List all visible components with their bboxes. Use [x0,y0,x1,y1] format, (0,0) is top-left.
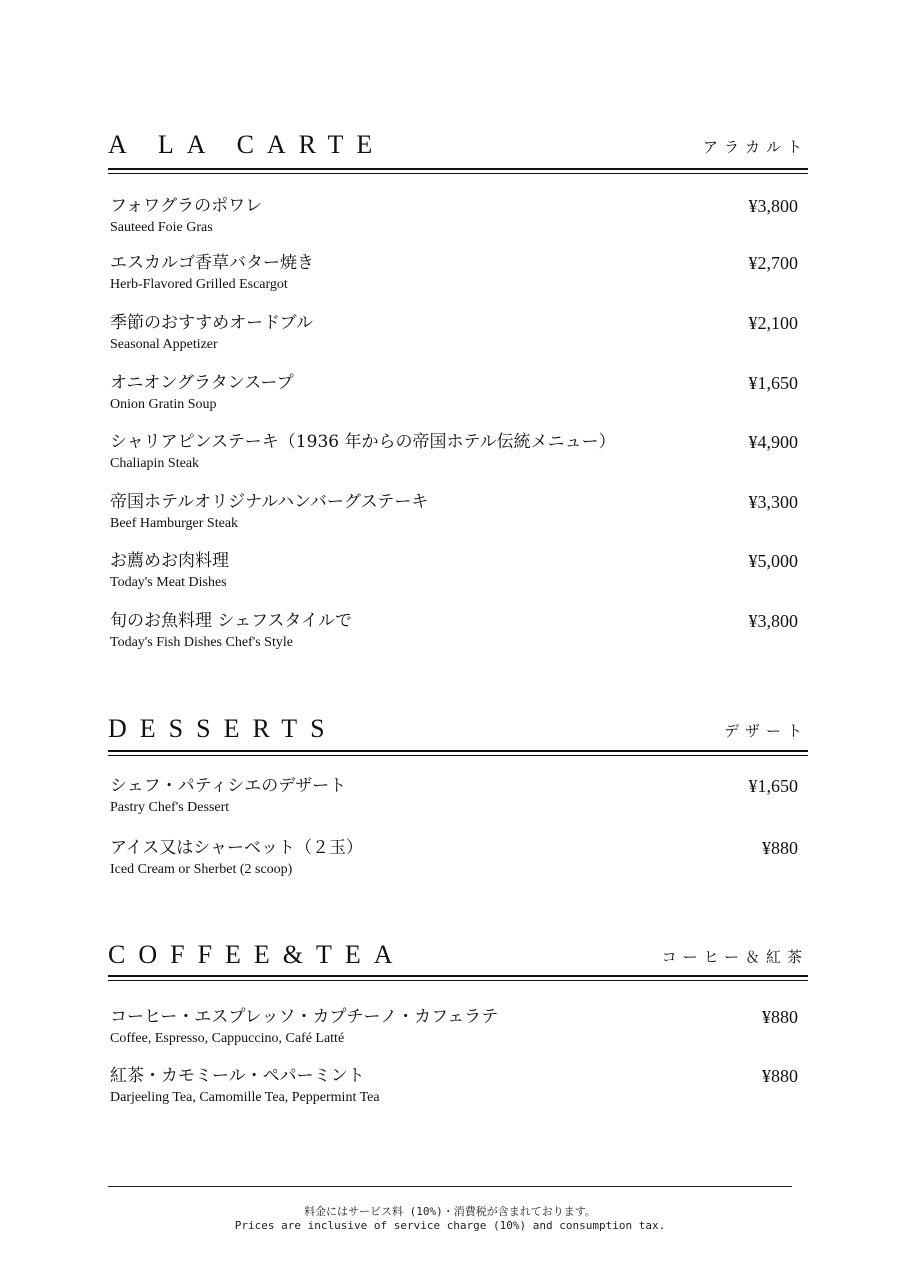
section-title: COFFEE&TEA [108,940,406,969]
section-title: DESSERTS [108,714,338,743]
menu-item-onion-soup [110,373,798,423]
item-price: ¥880 [762,1007,798,1027]
item-name-jp: コーヒー・エスプレッソ・カプチーノ・カフェラテ [110,1007,499,1027]
item-price: ¥880 [762,1066,798,1086]
section-title-jp: アラカルト [702,138,808,156]
item-name-jp: 帝国ホテルオリジナルハンバーグステーキ [110,492,429,512]
menu-item-escargot [110,253,798,303]
section-header [108,714,808,754]
item-price: ¥2,700 [748,253,798,273]
item-name-jp: お薦めお肉料理 [110,551,229,571]
section-title-jp: デザート [723,722,808,740]
item-name-jp: エスカルゴ香草バター焼き [110,253,314,273]
menu-item-tea [110,1066,798,1116]
item-name-en: Darjeeling Tea, Camomille Tea, Peppermint Tea [110,1090,380,1105]
item-name-jp: シェフ・パティシエのデザート [110,776,347,796]
item-name-en: Pastry Chef's Dessert [110,800,230,815]
section-divider [108,168,808,174]
section-a-la-carte [108,130,808,650]
item-price: ¥3,800 [748,196,798,216]
item-price: ¥3,300 [748,492,798,512]
footer-divider [108,1186,792,1187]
menu-item-chaliapin-steak [110,432,798,482]
item-name-en: Chaliapin Steak [110,456,200,471]
item-name-jp: オニオングラタンスープ [110,373,294,393]
item-name-en: Seasonal Appetizer [110,337,218,352]
item-name-en: Iced Cream or Sherbet (2 scoop) [110,862,293,877]
section-desserts [108,714,808,877]
item-name-en: Herb-Flavored Grilled Escargot [110,277,288,292]
menu-item-pastry-dessert [110,776,798,826]
item-name-en: Today's Meat Dishes [110,575,227,590]
menu-item-hamburger-steak [110,492,798,542]
section-header [108,130,808,170]
section-header [108,940,808,980]
footer-note-en: Prices are inclusive of service charge (10%) and consumption tax. [234,1219,666,1232]
item-name-en: Sauteed Foie Gras [110,220,213,235]
section-title: A LA CARTE [108,130,386,159]
item-name-en: Today's Fish Dishes Chef's Style [110,635,293,650]
item-price: ¥880 [762,838,798,858]
footer-note-jp: 料金にはサービス料 (10%)・消費税が含まれております。 [304,1205,596,1218]
item-name-jp: フォワグラのポワレ [110,196,263,216]
menu-item-meat-dishes [110,551,798,601]
section-divider [108,975,808,981]
menu-item-ice-cream [110,838,798,888]
menu-item-coffee [110,1007,798,1057]
menu-item-appetizer [110,313,798,363]
item-price: ¥5,000 [748,551,798,571]
item-name-jp: シャリアピンステーキ（1936 年からの帝国ホテル伝統メニュー） [110,432,616,452]
item-name-en: Onion Gratin Soup [110,397,217,412]
section-divider [108,750,808,756]
item-price: ¥1,650 [748,373,798,393]
item-name-en: Beef Hamburger Steak [110,516,239,531]
item-name-jp: 季節のおすすめオードブル [110,313,313,333]
menu-item-fish-dishes [110,611,798,661]
item-name-jp: 紅茶・カモミール・ペパーミント [110,1066,365,1086]
item-price: ¥3,800 [748,611,798,631]
item-price: ¥2,100 [748,313,798,333]
item-price: ¥4,900 [748,432,798,452]
item-name-jp: アイス又はシャーベット（２玉） [110,838,363,858]
item-name-en: Coffee, Espresso, Cappuccino, Café Latté [110,1031,345,1046]
item-name-jp: 旬のお魚料理 シェフスタイルで [110,611,353,631]
section-title-jp: コーヒー＆紅茶 [661,948,808,966]
section-coffee-tea [108,940,808,1105]
menu-item-foie-gras [110,196,798,246]
item-price: ¥1,650 [748,776,798,796]
